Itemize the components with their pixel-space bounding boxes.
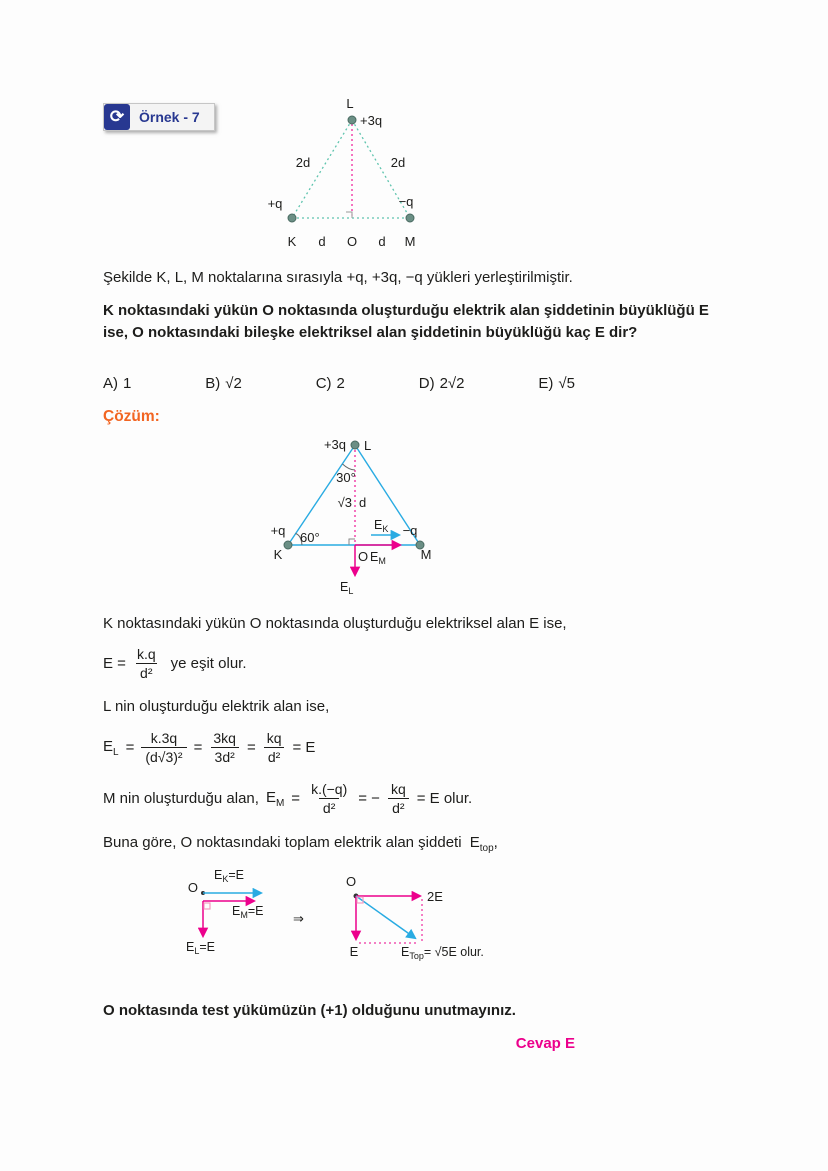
solution-heading: Çözüm: bbox=[103, 407, 160, 425]
fraction: $\frac{k.3q}{\text{(d√3)²}}$ bbox=[141, 729, 186, 766]
problem-question: K noktasındaki yükün O noktasında oluşturduğu elektrik alan şiddetinin büyüklüğü E ise, O noktasındaki bileşke elektriksel alan şiddetinin büyüklüğü kaç E dir? bbox=[103, 301, 709, 341]
refresh-circle-icon: ⟳ bbox=[104, 104, 130, 130]
example-badge bbox=[103, 103, 215, 131]
example-badge-label: Örnek - 7 bbox=[139, 109, 200, 125]
right-angle-marker bbox=[346, 212, 352, 218]
label-angle-30: 30° bbox=[336, 469, 356, 485]
label-L: L bbox=[346, 96, 354, 111]
formula-EL: $E_L$ = $\frac{k.3q}{\text{(d√3)²}}$ = $\frac{3kq}{\text{3d²}}$ = $\frac{kq}{\text{d²}}$ = E bbox=[103, 729, 316, 766]
EL-symbol: $E_L$ bbox=[103, 737, 119, 758]
right-angle-marker bbox=[349, 539, 355, 545]
problem-diagram bbox=[255, 95, 455, 253]
label-EL-eq: $E_L=E$ bbox=[186, 939, 215, 956]
label-charge-L: +3q bbox=[360, 113, 383, 128]
label-charge-K: +q bbox=[270, 522, 286, 538]
label-Etop-eq: $E_{Top}= √5E$ olur. bbox=[401, 944, 484, 961]
label-height-d: d bbox=[359, 494, 367, 510]
answer-text: Cevap E bbox=[515, 1034, 575, 1052]
right-angle-marker bbox=[204, 903, 210, 909]
solution-line4: Buna göre, O noktasındaki toplam elektrik alan şiddeti $E_{top}$, bbox=[103, 833, 498, 854]
implies-icon: ⇒ bbox=[293, 910, 304, 926]
label-charge-M: −q bbox=[398, 194, 414, 209]
choice-e: E) √5 bbox=[538, 374, 575, 392]
solution-line1: K noktasındaki yükün O noktasında oluşturduğu elektriksel alan E ise, bbox=[103, 614, 567, 632]
label-angle-60: 60° bbox=[300, 529, 320, 545]
label-EM: $E_M$ bbox=[370, 549, 386, 566]
label-EK: $E_K$ bbox=[374, 517, 389, 534]
fraction: $\frac{kq}{\text{d²}}$ bbox=[387, 780, 410, 817]
label-charge-M: −q bbox=[402, 522, 418, 538]
vector-diagrams bbox=[158, 866, 588, 971]
label-side-right: 2d bbox=[390, 155, 406, 170]
vector-Etop bbox=[356, 896, 415, 938]
choice-a: A) 1 bbox=[103, 374, 132, 392]
label-K: K bbox=[287, 234, 297, 249]
label-O-right: O bbox=[345, 873, 357, 889]
label-O-left: O bbox=[187, 879, 198, 895]
choice-c: C) 2 bbox=[315, 374, 345, 392]
label-O: O bbox=[346, 234, 358, 249]
label-d-left: d bbox=[318, 234, 326, 249]
answer-choices bbox=[103, 375, 575, 392]
fraction: $\frac{kq}{\text{d²}}$ bbox=[263, 729, 286, 766]
choice-b: B) √2 bbox=[205, 374, 242, 392]
formula-E: E = $\frac{k.q}{\text{d²}}$ ye eşit olur. bbox=[103, 646, 247, 682]
problem-intro: Şekilde K, L, M noktalarına sırasıyla +q, +3q, −q yükleri yerleştirilmiştir. bbox=[103, 269, 573, 286]
label-K: K bbox=[273, 546, 283, 562]
Etop-symbol: $E_{top}$ bbox=[469, 833, 494, 854]
formula-EM: M nin oluşturduğu alan, $E_M$ = $\frac{k.(-q)}{\text{d²}}$ = − $\frac{kq}{\text{d²}}$ = E olur. bbox=[103, 781, 473, 817]
label-EL: $E_L$ bbox=[340, 579, 354, 596]
label-M: M bbox=[420, 546, 432, 562]
label-O: O bbox=[358, 548, 369, 564]
fraction: $\frac{k.q}{\text{d²}}$ bbox=[136, 646, 156, 682]
solution-diagram bbox=[258, 428, 488, 600]
EM-symbol: $E_M$ bbox=[265, 788, 285, 809]
vector-diagrams-wrap bbox=[158, 866, 725, 976]
label-EM-eq: $E_M=E$ bbox=[232, 903, 264, 920]
problem-diagram-wrap bbox=[255, 95, 725, 258]
page-content bbox=[103, 95, 725, 1052]
label-charge-L: +3q bbox=[323, 436, 346, 452]
final-note: O noktasında test yükümüzün (+1) olduğunu unutmayınız. bbox=[103, 1001, 516, 1019]
choice-d: D) 2√2 bbox=[418, 374, 465, 392]
fraction: $\frac{k.(-q)}{\text{d²}}$ bbox=[311, 781, 348, 817]
top-section bbox=[103, 95, 725, 267]
label-L: L bbox=[364, 437, 372, 453]
solution-diagram-wrap bbox=[258, 428, 725, 605]
label-side-left: 2d bbox=[295, 155, 311, 170]
label-charge-K: +q bbox=[267, 196, 283, 211]
label-d-right: d bbox=[378, 234, 386, 249]
label-2E: 2E bbox=[427, 888, 443, 904]
label-E: E bbox=[349, 943, 359, 959]
label-EK-eq: $E_K=E$ bbox=[214, 867, 244, 884]
label-height-sqrt3: √3 bbox=[337, 494, 352, 510]
solution-line2: L nin oluşturduğu elektrik alan ise, bbox=[103, 698, 330, 716]
fraction: $\frac{3kq}{\text{3d²}}$ bbox=[209, 729, 240, 766]
label-M: M bbox=[404, 234, 416, 249]
